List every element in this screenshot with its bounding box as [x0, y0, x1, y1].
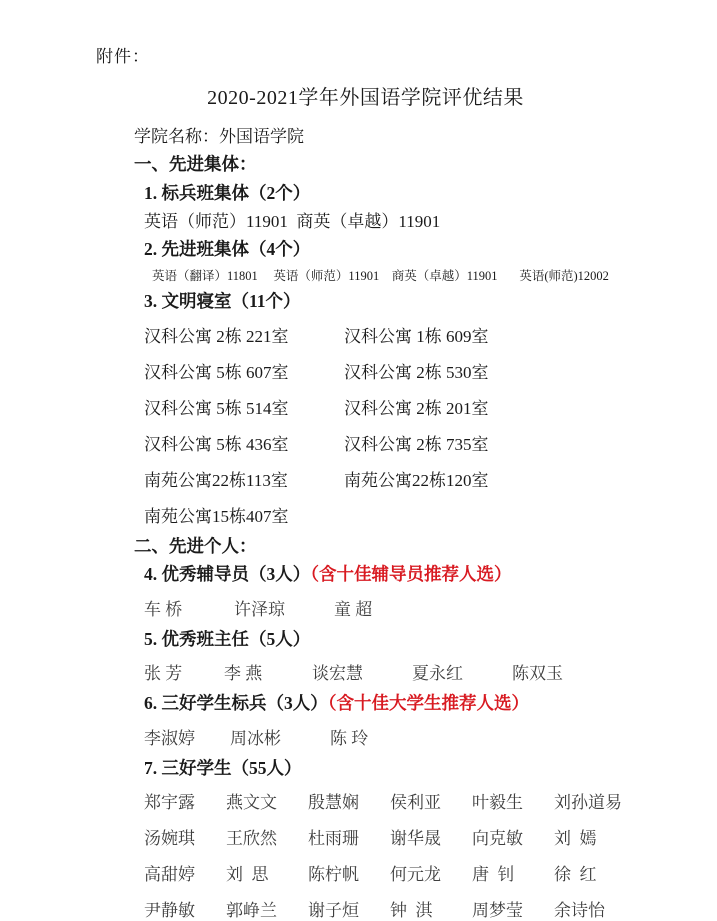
dorm-cell: 汉科公寓 2栋 221室 [144, 326, 289, 346]
person-name: 张 芳 [144, 664, 183, 683]
item-1-values: 英语（师范）11901 商英（卓越）11901 [144, 212, 441, 231]
person-name: 余诗怡 [554, 901, 605, 920]
item-6-note: （含十佳大学生推荐人选） [327, 693, 529, 713]
person-name: 唐 钊 [472, 865, 515, 884]
dorm-cell: 汉科公寓 1栋 609室 [344, 326, 489, 346]
item-5-heading: 5. 优秀班主任（5人） [144, 628, 311, 649]
person-name: 殷慧娴 [308, 793, 359, 812]
dorm-cell: 南苑公寓15栋407室 [144, 506, 289, 526]
person-name: 谈宏慧 [312, 664, 363, 683]
person-name: 陈双玉 [512, 664, 563, 683]
person-name: 王欣然 [226, 829, 277, 848]
person-name: 郑宇露 [144, 793, 195, 812]
person-name: 刘 思 [226, 865, 269, 884]
person-name: 陈 玲 [330, 728, 369, 748]
person-name: 谢华晟 [390, 829, 441, 848]
person-name: 徐 红 [554, 865, 597, 884]
dorm-row [56, 430, 661, 455]
person-name: 夏永红 [412, 664, 463, 683]
dorm-row [56, 502, 661, 527]
item-3-heading: 3. 文明寝室（11个） [144, 291, 301, 311]
attachment-label: 附件： [96, 47, 150, 66]
dorm-cell: 汉科公寓 2栋 201室 [344, 398, 489, 418]
section-heading-individuals: 二、先进个人： [134, 535, 257, 556]
person-name: 周梦莹 [472, 901, 523, 920]
person-name: 李 燕 [224, 664, 263, 683]
person-name: 刘孙道易 [554, 793, 622, 812]
dorm-cell: 汉科公寓 5栋 607室 [144, 362, 289, 382]
dorm-cell: 汉科公寓 2栋 735室 [344, 434, 489, 454]
item-4-names [56, 595, 661, 620]
student-name-row [56, 860, 661, 885]
item-4-heading-row [56, 566, 661, 584]
student-name-row [56, 824, 661, 849]
item-6-heading: 6. 三好学生标兵（3人） [144, 693, 328, 713]
person-name: 高甜婷 [144, 865, 195, 884]
college-name-line: 学院名称：外国语学院 [134, 127, 304, 146]
section-heading-collectives: 一、先进集体： [134, 154, 257, 174]
person-name: 李淑婷 [144, 728, 195, 748]
dorm-cell: 汉科公寓 5栋 514室 [144, 398, 289, 418]
person-name: 许泽琼 [234, 599, 285, 619]
person-name: 杜雨珊 [308, 829, 359, 848]
person-name: 谢子烜 [308, 901, 359, 920]
person-name: 郭峥兰 [226, 901, 277, 920]
person-name: 何元龙 [390, 865, 441, 884]
person-name: 童 超 [334, 599, 373, 619]
person-name: 陈柠帆 [308, 865, 359, 884]
person-name: 侯利亚 [390, 793, 441, 812]
person-name: 车 桥 [144, 599, 183, 619]
person-name: 汤婉琪 [144, 829, 195, 848]
dorm-cell: 南苑公寓22栋113室 [144, 470, 288, 490]
item-2-values: 英语（翻译）11801 英语（师范）11901 商英（卓越）11901 英语(师范)12002 [152, 268, 609, 283]
person-name: 燕文文 [226, 793, 277, 812]
dorm-row [56, 466, 661, 491]
dorm-row [56, 394, 661, 419]
person-name: 向克敏 [472, 829, 523, 848]
item-7-heading: 7. 三好学生（55人） [144, 757, 302, 778]
page-title: 2020-2021学年外国语学院评优结果 [207, 87, 524, 109]
dorm-cell: 南苑公寓22栋120室 [344, 470, 489, 490]
person-name: 周冰彬 [230, 728, 281, 748]
item-4-note: （含十佳辅导员推荐人选） [310, 564, 512, 584]
dorm-cell: 汉科公寓 2栋 530室 [344, 362, 489, 382]
item-6-names [56, 724, 661, 749]
person-name: 尹静敏 [144, 901, 195, 920]
item-1-heading: 1. 标兵班集体（2个） [144, 182, 311, 203]
dorm-cell [344, 502, 544, 527]
dorm-cell: 汉科公寓 5栋 436室 [144, 434, 289, 454]
student-name-row [56, 788, 661, 813]
person-name: 叶毅生 [472, 793, 523, 812]
person-name: 钟 淇 [390, 901, 433, 920]
item-6-heading-row [56, 695, 661, 713]
dorm-row [56, 358, 661, 383]
item-2-heading: 2. 先进班集体（4个） [144, 239, 311, 259]
person-name: 刘 嫣 [554, 829, 597, 848]
dorm-row [56, 322, 661, 347]
item-4-heading: 4. 优秀辅导员（3人） [144, 564, 311, 584]
item-5-names [56, 659, 661, 684]
